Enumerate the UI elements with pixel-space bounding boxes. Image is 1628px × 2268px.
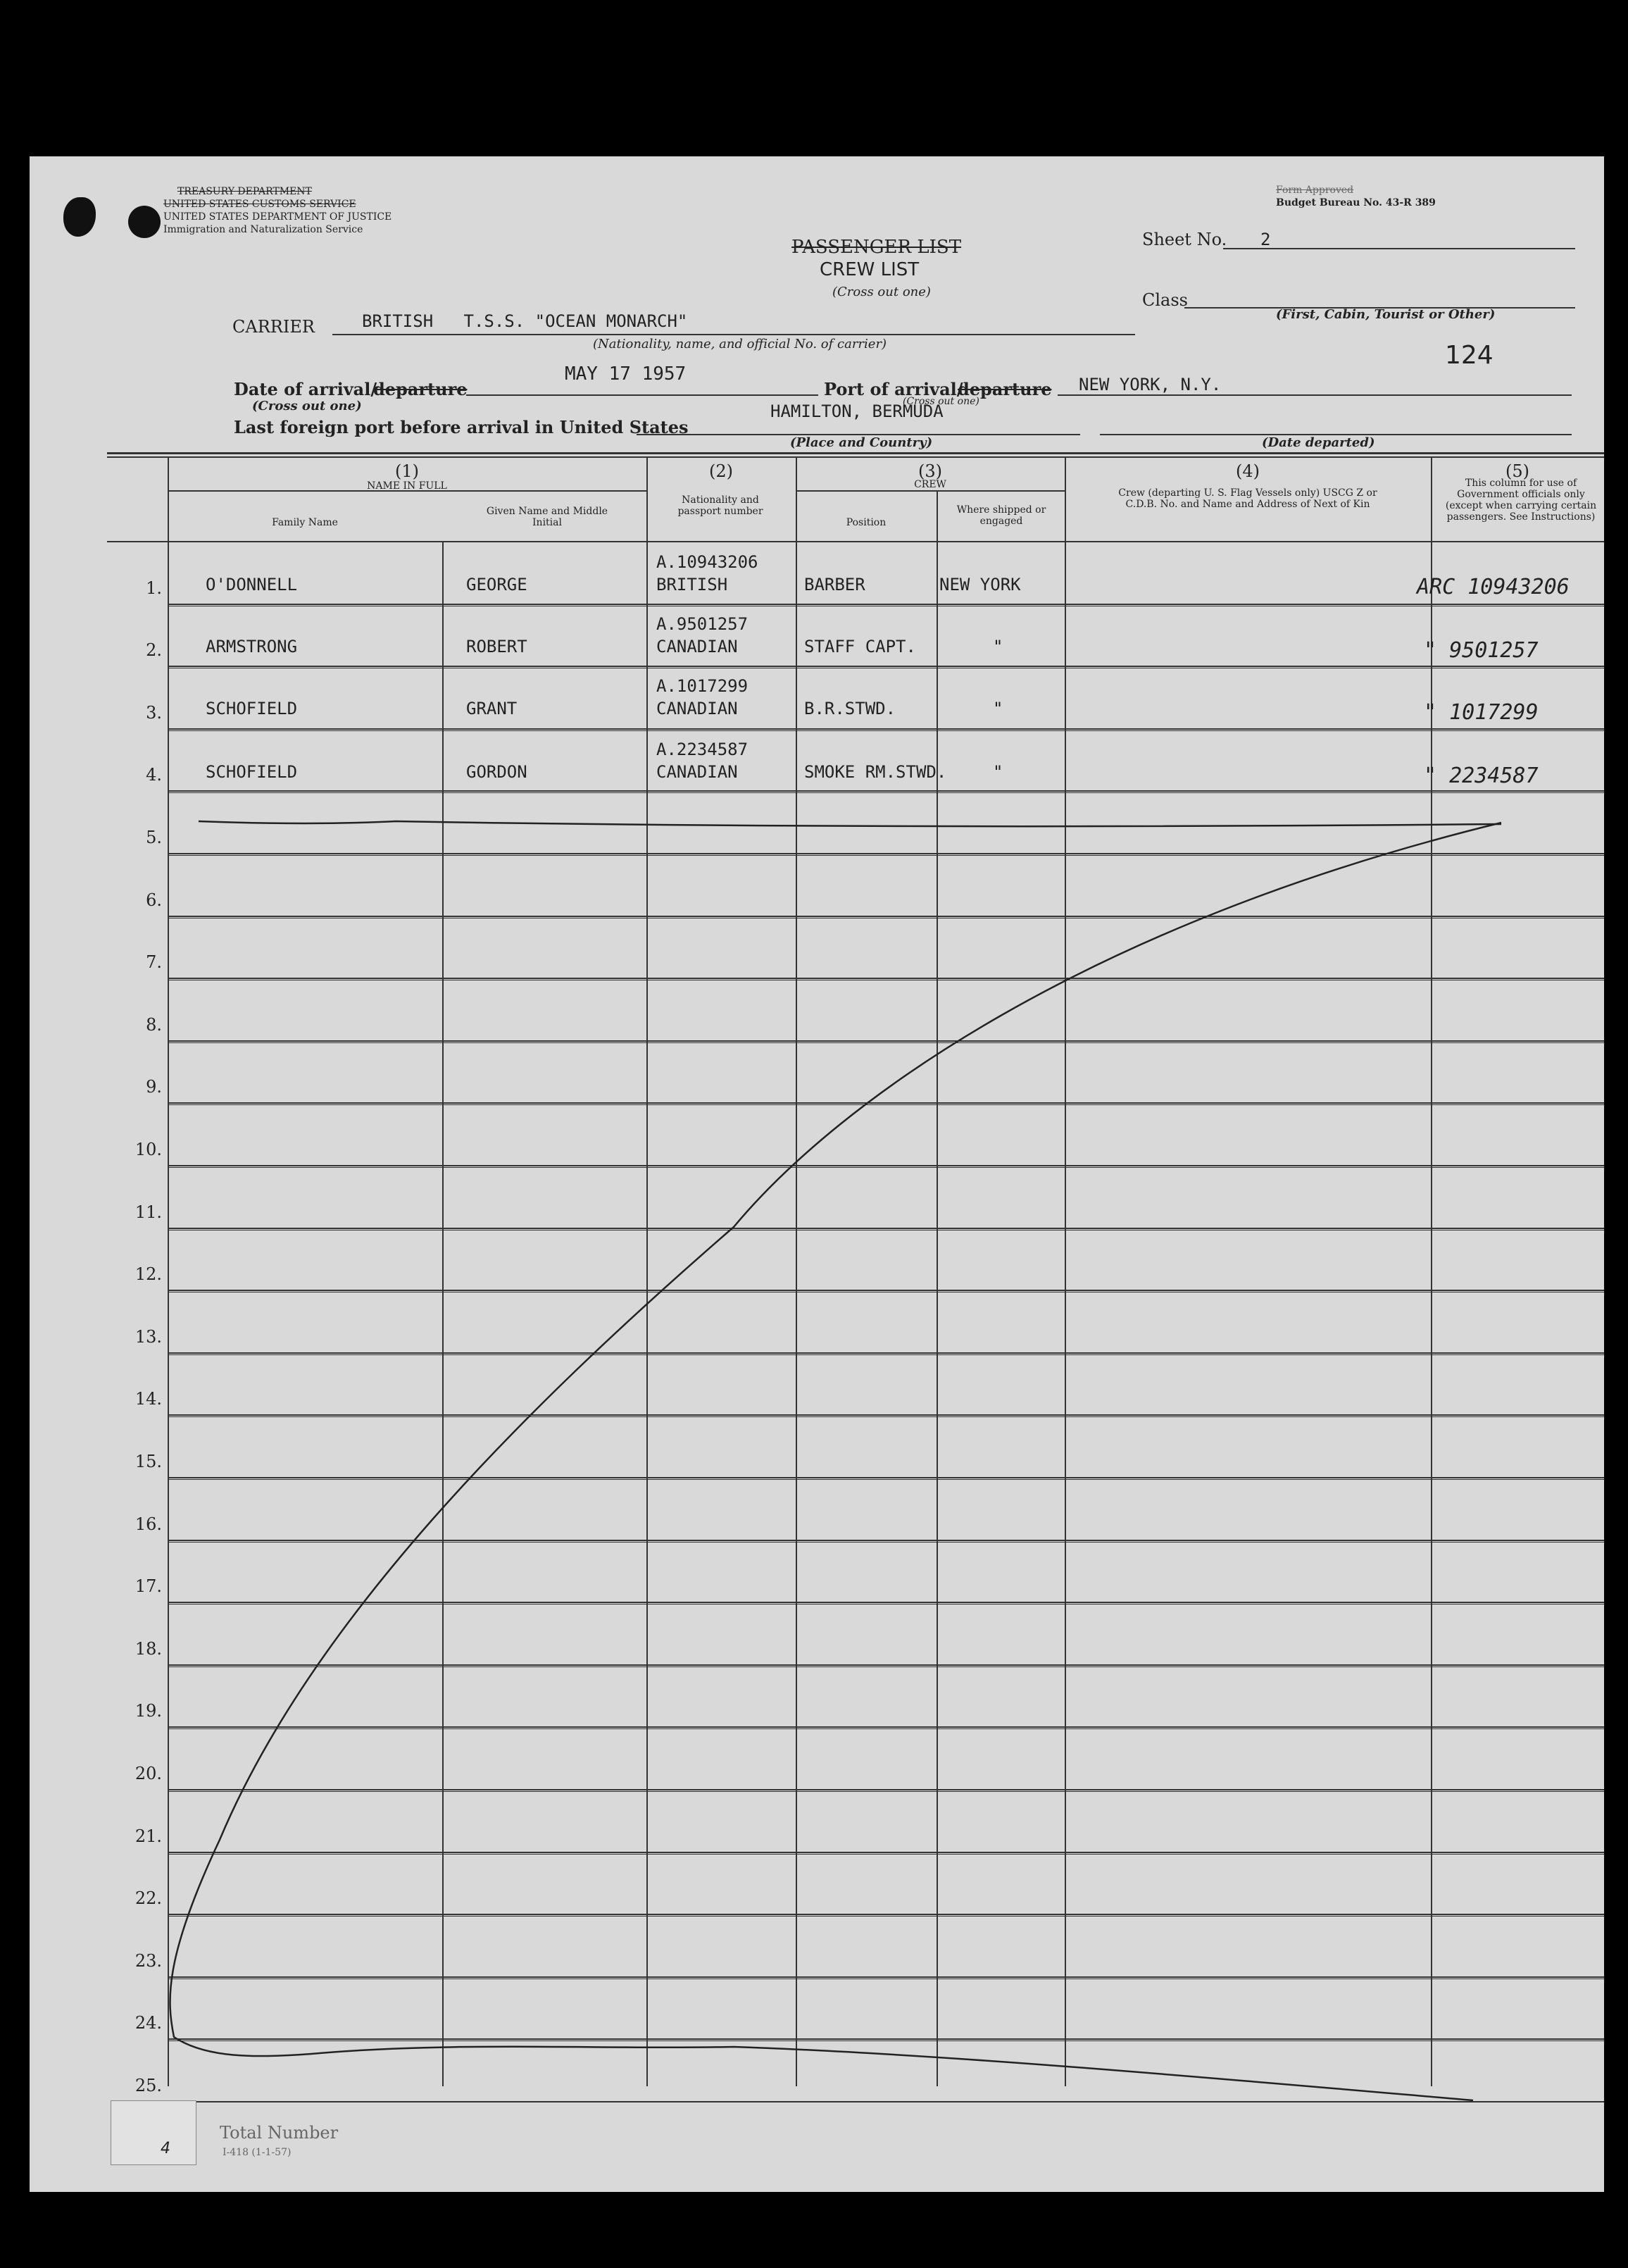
position: SMOKE RM.STWD. xyxy=(804,762,947,782)
sheet-label: Sheet No. xyxy=(1142,230,1227,249)
total-count: 4 xyxy=(161,2140,170,2157)
row-number: 17. xyxy=(134,1576,162,1596)
agency-line-3: UNITED STATES DEPARTMENT OF JUSTICE xyxy=(163,211,392,223)
row-number: 19. xyxy=(134,1701,162,1721)
date-note: (Cross out one) xyxy=(252,399,362,413)
sheet-value: 2 xyxy=(1260,230,1271,249)
official-note: " 9501257 xyxy=(1424,638,1539,663)
passport-number: A.10943206 xyxy=(656,552,758,572)
row-number: 24. xyxy=(134,2013,162,2033)
row-number: 18. xyxy=(134,1639,162,1659)
title-note: (Cross out one) xyxy=(832,285,931,299)
row-number: 13. xyxy=(134,1327,162,1347)
row-number: 2. xyxy=(146,640,162,660)
last-port-value: HAMILTON, BERMUDA xyxy=(770,401,944,421)
title-crew-list: CREW LIST xyxy=(820,259,920,280)
position: B.R.STWD. xyxy=(804,699,896,718)
row-number: 6. xyxy=(146,890,162,910)
row-number: 4. xyxy=(146,765,162,785)
col5-title: This column for use of Government officials only (except when carrying certain passengers. See Instructions) xyxy=(1445,478,1597,523)
shipped-at: NEW YORK xyxy=(939,575,1021,594)
family-name: SCHOFIELD xyxy=(206,762,298,782)
page-number: 124 xyxy=(1445,341,1494,370)
family-name: SCHOFIELD xyxy=(206,699,298,718)
row-number: 5. xyxy=(146,828,162,847)
row-number: 8. xyxy=(146,1015,162,1035)
cross-out-stroke xyxy=(30,156,1604,2192)
port-value: NEW YORK, N.Y. xyxy=(1079,375,1222,394)
row-number: 1. xyxy=(146,578,162,598)
port-note: (Cross out one) xyxy=(903,396,979,407)
col3-title: CREW xyxy=(914,479,946,490)
row-number: 25. xyxy=(134,2076,162,2095)
budget-bureau: Budget Bureau No. 43-R 389 xyxy=(1276,197,1436,208)
nationality: CANADIAN xyxy=(656,699,738,718)
col1-title: NAME IN FULL xyxy=(367,480,447,492)
family-name: O'DONNELL xyxy=(206,575,298,594)
place-note: (Place and Country) xyxy=(790,435,933,450)
col3-position-header: Position xyxy=(846,517,887,528)
date-struck: departure xyxy=(373,379,468,399)
given-name: GEORGE xyxy=(466,575,527,594)
carrier-label: CARRIER xyxy=(232,317,315,337)
row-number: 16. xyxy=(134,1514,162,1534)
last-port-label: Last foreign port before arrival in United States xyxy=(234,417,689,437)
title-passenger-list: PASSENGER LIST xyxy=(791,237,962,258)
shipped-at: " xyxy=(993,699,1003,718)
official-note: ARC 10943206 xyxy=(1417,575,1570,599)
col1-family-header: Family Name xyxy=(272,517,338,528)
shipped-at: " xyxy=(993,762,1003,782)
row-number: 10. xyxy=(134,1140,162,1159)
col1-given-header: Given Name and Middle Initial xyxy=(486,506,608,529)
total-label: Total Number xyxy=(220,2123,339,2143)
col3-shipped-header: Where shipped or engaged xyxy=(956,504,1046,528)
official-note: " 2234587 xyxy=(1424,764,1539,788)
given-name: GORDON xyxy=(466,762,527,782)
family-name: ARMSTRONG xyxy=(206,637,298,656)
port-struck: departure xyxy=(958,379,1052,399)
col3-number: (3) xyxy=(918,461,942,481)
col5-number: (5) xyxy=(1505,461,1529,481)
date-value: MAY 17 1957 xyxy=(565,363,687,385)
row-number: 15. xyxy=(134,1452,162,1471)
row-number: 11. xyxy=(134,1202,162,1222)
agency-line-4: Immigration and Naturalization Service xyxy=(163,224,363,235)
given-name: GRANT xyxy=(466,699,518,718)
col2-number: (2) xyxy=(709,461,733,481)
passport-number: A.9501257 xyxy=(656,614,749,634)
col4-title: Crew (departing U. S. Flag Vessels only) USCG Z or C.D.B. No. and Name and Address of Next of Kin xyxy=(1118,487,1377,511)
nationality: BRITISH xyxy=(656,575,728,594)
form-approved: Form Approved xyxy=(1276,185,1354,196)
carrier-note: (Nationality, name, and official No. of carrier) xyxy=(593,337,887,351)
position: STAFF CAPT. xyxy=(804,637,916,656)
col1-number: (1) xyxy=(395,461,419,481)
official-note: " 1017299 xyxy=(1424,700,1539,725)
agency-line-2: UNITED STATES CUSTOMS SERVICE xyxy=(163,199,356,210)
col4-number: (4) xyxy=(1236,461,1260,481)
row-number: 9. xyxy=(146,1077,162,1097)
passport-number: A.1017299 xyxy=(656,676,749,696)
crew-list-form xyxy=(30,156,1604,2192)
row-number: 3. xyxy=(146,703,162,723)
class-note: (First, Cabin, Tourist or Other) xyxy=(1276,307,1496,322)
passport-number: A.2234587 xyxy=(656,740,749,759)
row-number: 20. xyxy=(134,1764,162,1783)
carrier-value: BRITISH T.S.S. "OCEAN MONARCH" xyxy=(362,311,688,331)
given-name: ROBERT xyxy=(466,637,527,656)
row-number: 22. xyxy=(134,1888,162,1908)
form-number: I-418 (1-1-57) xyxy=(223,2147,292,2158)
row-number: 21. xyxy=(134,1826,162,1846)
row-number: 12. xyxy=(134,1264,162,1284)
nationality: CANADIAN xyxy=(656,637,738,656)
row-number: 23. xyxy=(134,1951,162,1971)
class-label: Class xyxy=(1142,290,1188,310)
shipped-at: " xyxy=(993,637,1003,656)
col2-title: Nationality and passport number xyxy=(677,494,763,518)
row-number: 7. xyxy=(146,952,162,972)
nationality: CANADIAN xyxy=(656,762,738,782)
date-departed-note: (Date departed) xyxy=(1262,435,1375,450)
port-label: Port of arrival/ xyxy=(824,379,963,399)
row-number: 14. xyxy=(134,1389,162,1409)
position: BARBER xyxy=(804,575,865,594)
total-box xyxy=(111,2100,196,2165)
date-label: Date of arrival/ xyxy=(234,379,377,399)
agency-line-1: TREASURY DEPARTMENT xyxy=(177,186,312,197)
